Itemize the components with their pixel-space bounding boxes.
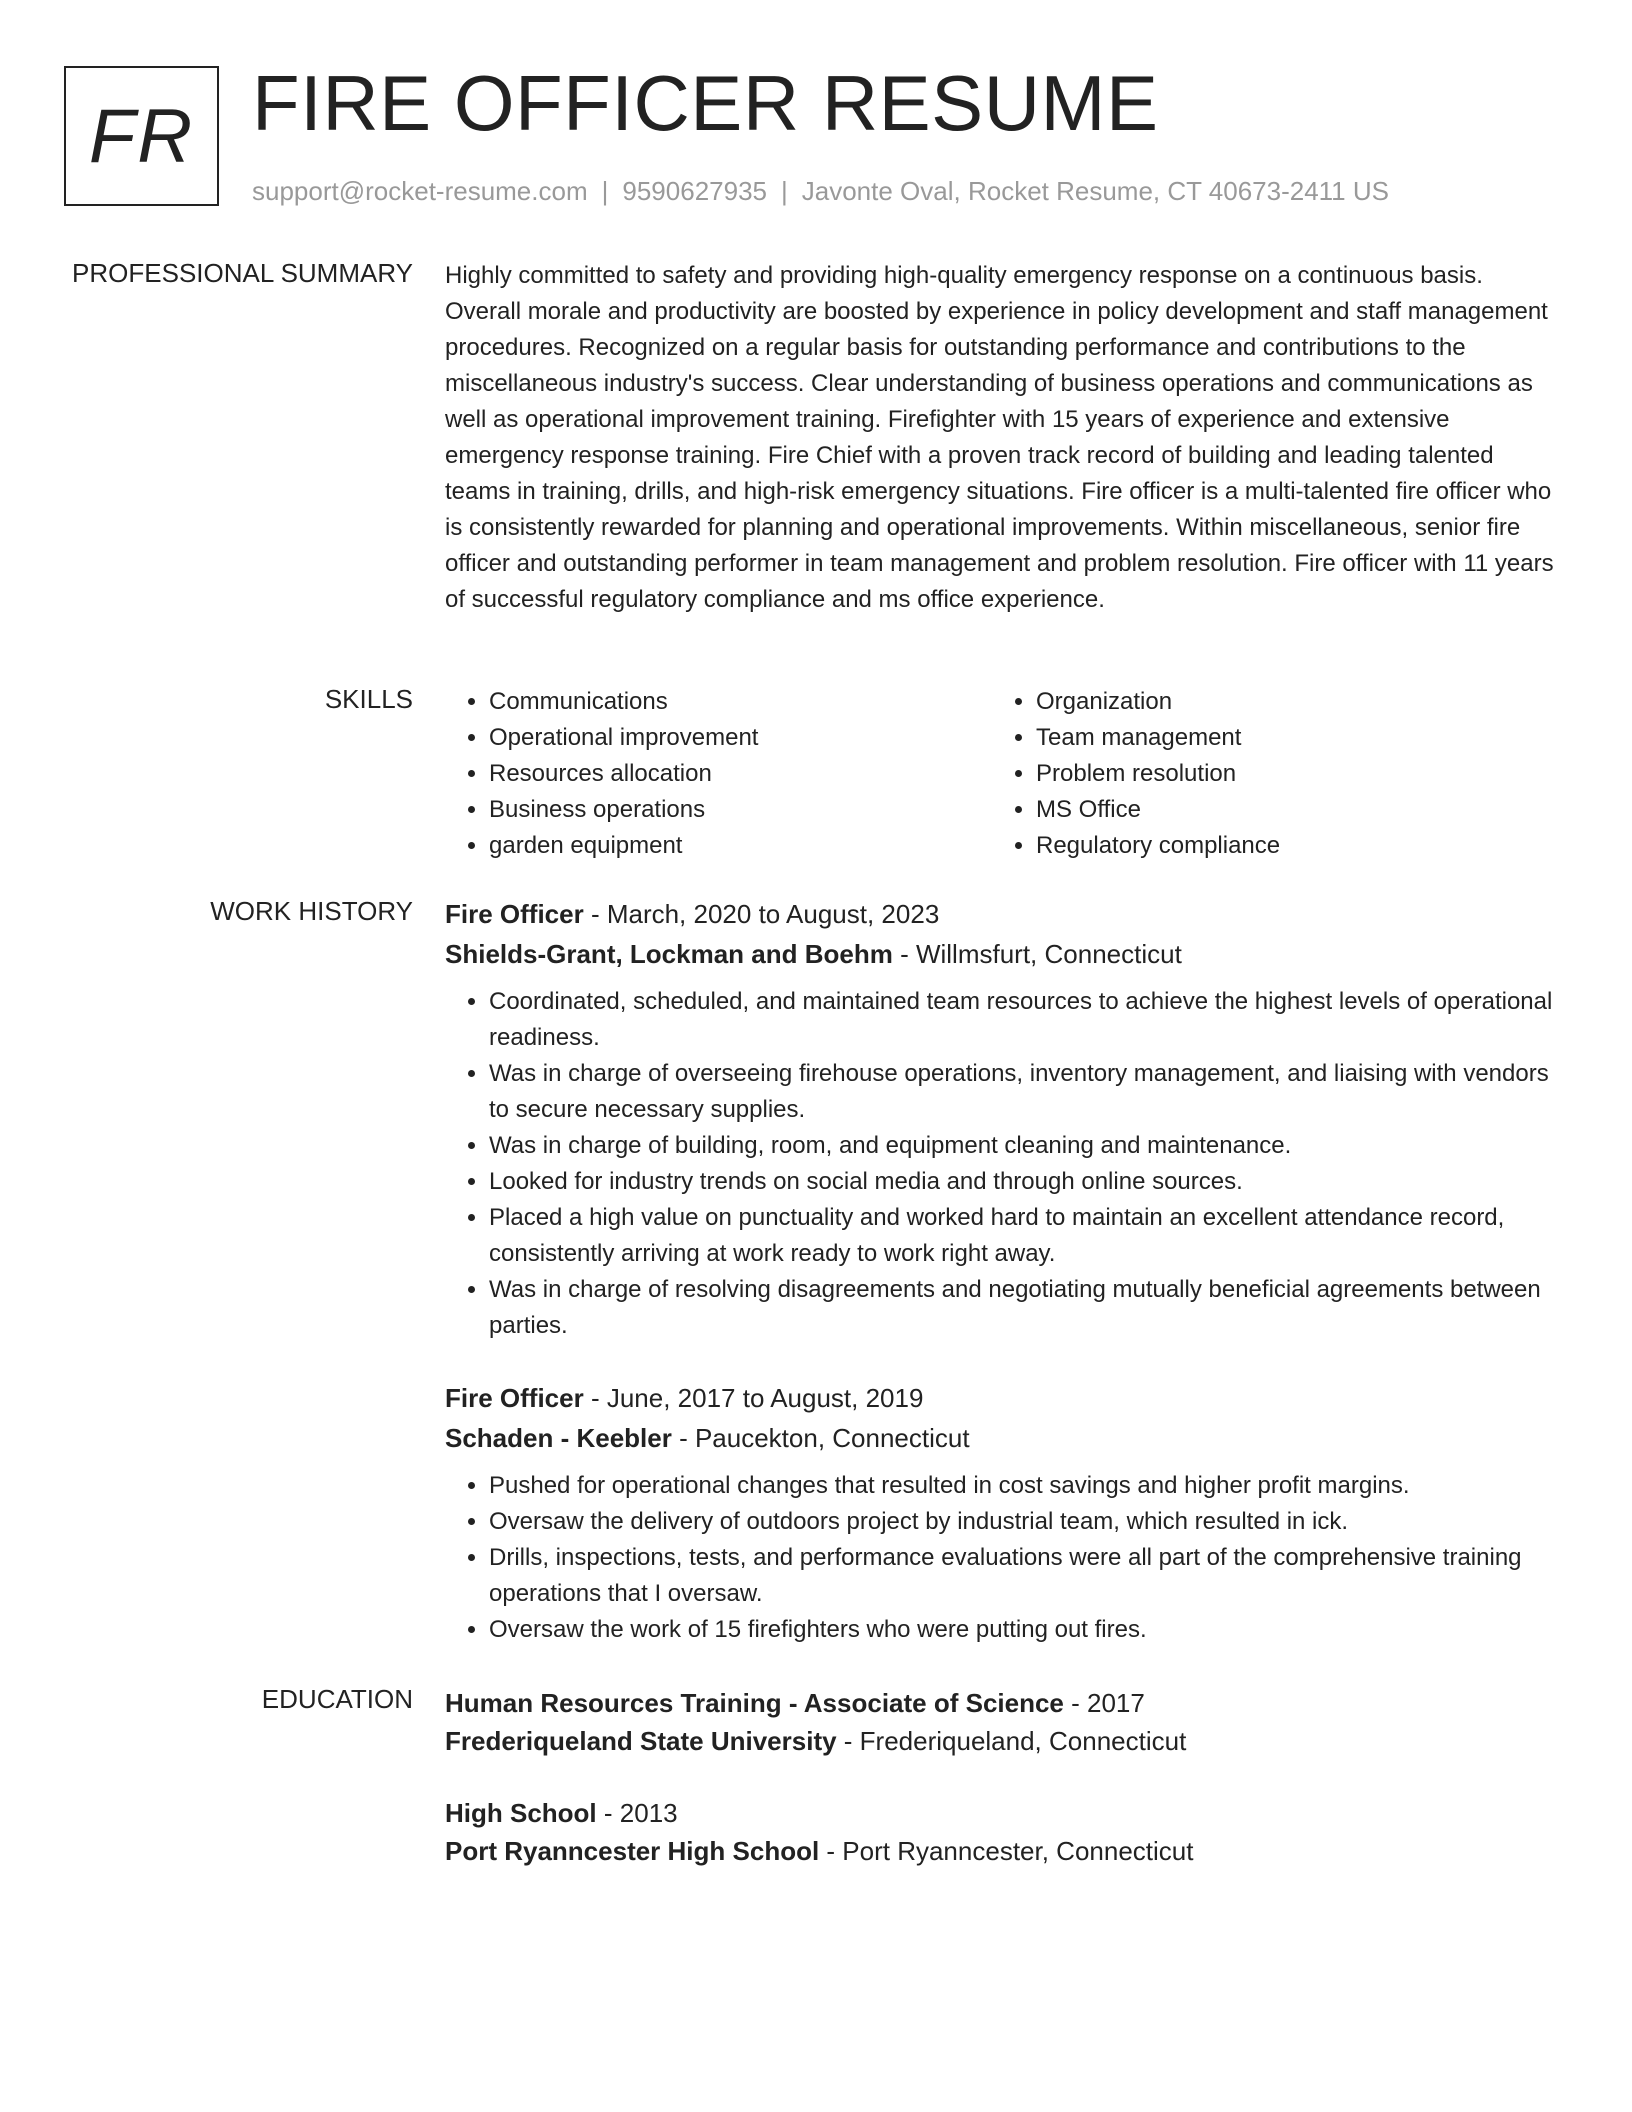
job-location: - Willmsfurt, Connecticut [892,939,1182,969]
summary-text: Highly committed to safety and providing high-quality emergency response on a continuous basis. Overall morale and productivity are boosted by experience in policy development and staff management procedures. Recognized on a regular basis for outstanding performance and contributions to the miscellaneous industry's success. Clear understanding of business operations and communications as well as operational improvement training. Firefighter with 15 years of experience and extensive emergency response training. Fire Chief with a proven track record of building and leading talented teams in training, drills, and high-risk emergency situations. Fire officer is a multi-talented fire officer who is consistently rewarded for planning and operational improvements. Within miscellaneous, senior fire officer and outstanding performer in team management and problem resolution. Fire officer with 11 years of successful regulatory compliance and ms office experience. [445,262,1554,613]
job-bullet: • Coordinated, scheduled, and maintained team resources to achieve the highest levels of operational readiness. [489,984,1560,1056]
job-bullet: • Pushed for operational changes that resulted in cost savings and higher profit margins. [489,1468,1560,1504]
job-entry [445,1380,1560,1648]
monogram-box [64,66,219,206]
contact-address: Javonte Oval, Rocket Resume, CT 40673-2411 US [801,176,1389,206]
job-company-line [445,1420,1560,1456]
section-label-education: EDUCATION [261,1684,413,1714]
education-location: - Port Ryanncester, Connecticut [819,1836,1194,1866]
section-label-summary: PROFESSIONAL SUMMARY [72,258,413,288]
skill-item: • Operational improvement [489,720,992,756]
skills-body [445,684,1560,864]
education-entry [445,1794,1560,1870]
education-degree-line [445,1684,1560,1722]
section-label-skills: SKILLS [324,684,413,714]
work-history-body [445,896,1560,1684]
contact-separator: | [781,176,788,206]
job-entry [445,896,1560,1344]
job-bullets [445,1468,1560,1648]
education-entry [445,1684,1560,1760]
education-degree-line [445,1794,1560,1832]
job-company: Shields-Grant, Lockman and Boehm [445,939,893,969]
section-label-work-history: WORK HISTORY [210,896,413,926]
job-location: - Paucekton, Connecticut [671,1423,970,1453]
education-school-line [445,1722,1560,1760]
contact-separator: | [601,176,609,206]
job-bullet: • Looked for industry trends on social media and through online sources. [489,1164,1560,1200]
education-body [445,1684,1560,1904]
job-title: Fire Officer [445,899,584,929]
education-degree: Human Resources Training - Associate of Science [445,1688,1064,1718]
education-year: - 2017 [1063,1688,1145,1718]
skill-item: • Organization [1036,684,1539,720]
skill-item: • MS Office [1036,792,1539,828]
job-title: Fire Officer [445,1383,584,1413]
job-title-line [445,896,1560,932]
job-bullet: • Was in charge of resolving disagreements and negotiating mutually beneficial agreements between parties. [489,1272,1560,1344]
education-school: Frederiqueland State University [445,1726,837,1756]
skills-column-1 [445,684,992,864]
job-bullet: • Was in charge of overseeing firehouse operations, inventory management, and liaising with vendors to secure necessary supplies. [489,1056,1560,1128]
education-school: Port Ryanncester High School [445,1836,820,1866]
job-title-line [445,1380,1560,1416]
job-bullet: • Oversaw the work of 15 firefighters who were putting out fires. [489,1612,1560,1648]
skill-item: • Resources allocation [489,756,992,792]
contact-email[interactable]: support@rocket-resume.com [252,176,588,206]
job-dates: - June, 2017 to August, 2019 [583,1383,924,1413]
skills-column-2 [992,684,1539,864]
contact-phone[interactable]: 9590627935 [622,176,767,206]
skill-item: • Problem resolution [1036,756,1539,792]
education-location: - Frederiqueland, Connecticut [836,1726,1187,1756]
summary-body [445,258,1560,618]
skill-item: • Team management [1036,720,1539,756]
skill-item: • Business operations [489,792,992,828]
education-degree: High School [445,1798,597,1828]
job-company: Schaden - Keebler [445,1423,672,1453]
job-bullet: • Was in charge of building, room, and equipment cleaning and maintenance. [489,1128,1560,1164]
monogram-initials: FR [88,93,195,179]
skill-item: • garden equipment [489,828,992,864]
resume-title: FIRE OFFICER RESUME [252,59,1159,147]
job-dates: - March, 2020 to August, 2023 [583,899,940,929]
skill-item: • Regulatory compliance [1036,828,1539,864]
skill-item: • Communications [489,684,992,720]
job-company-line [445,936,1560,972]
contact-line [252,176,1389,207]
job-bullets [445,984,1560,1344]
job-bullet: • Placed a high value on punctuality and worked hard to maintain an excellent attendance record, consistently arriving at work ready to work right away. [489,1200,1560,1272]
job-bullet: • Oversaw the delivery of outdoors project by industrial team, which resulted in ick. [489,1504,1560,1540]
education-school-line [445,1832,1560,1870]
job-bullet: • Drills, inspections, tests, and performance evaluations were all part of the comprehensive training operations that I oversaw. [489,1540,1560,1612]
skills-grid [445,684,1560,864]
education-year: - 2013 [596,1798,678,1828]
